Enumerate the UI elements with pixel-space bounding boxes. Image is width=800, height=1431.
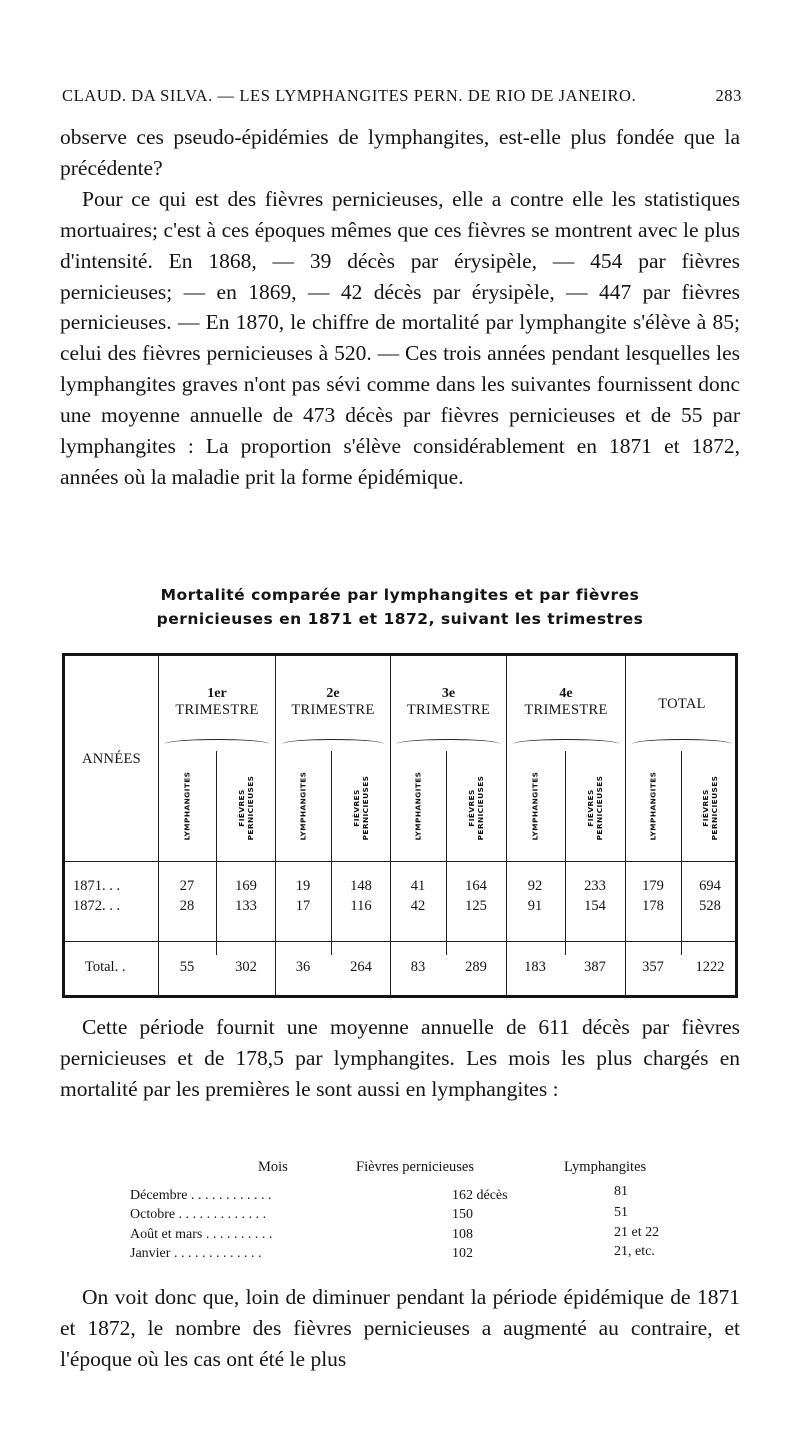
group-header-2: 2e TRIMESTRE: [291, 686, 375, 718]
row-1872-cell: 528: [699, 898, 721, 914]
group-header-1: 1er TRIMESTRE: [175, 686, 259, 718]
table-rule: [446, 751, 447, 955]
page-number: 283: [715, 86, 742, 105]
paragraph-continuation: observe ces pseudo-épidémies de lymphangites, est-elle plus fondée que la précédente?: [60, 125, 740, 180]
row-1872-cell: 116: [350, 898, 372, 914]
row-1872-cell: 178: [642, 898, 664, 914]
row-1871-cell: 179: [642, 878, 664, 894]
subheader-lymphangites: LYMPHANGITES: [298, 771, 308, 841]
row-total-cell: 183: [524, 959, 546, 975]
month-fievres: 162 décès: [452, 1188, 508, 1203]
row-total-cell: 83: [410, 959, 426, 975]
month-fievres: 108: [452, 1227, 473, 1242]
table-rule: [331, 751, 332, 955]
row-label-total: Total. .: [85, 959, 126, 975]
subheader-fievres-pernicieuses: FIÈVRES PERNICIEUSES: [586, 775, 604, 841]
row-1871-cell: 148: [350, 878, 372, 894]
row-1872-cell: 125: [465, 898, 487, 914]
row-total-cell: 36: [295, 959, 311, 975]
row-1872-cell: 28: [179, 898, 195, 914]
header-brace: [397, 739, 500, 744]
row-1871-cell: 233: [584, 878, 606, 894]
months-col-mois: Mois: [258, 1159, 288, 1175]
row-label-1872: 1872. . .: [73, 898, 121, 914]
subheader-fievres-pernicieuses: FIÈVRES PERNICIEUSES: [467, 775, 485, 841]
header-brace: [632, 739, 732, 744]
row-1871-cell: 169: [235, 878, 257, 894]
row-total-cell: 55: [179, 959, 195, 975]
row-total-cell: 387: [584, 959, 606, 975]
running-head: [62, 86, 742, 106]
subheader-lymphangites: LYMPHANGITES: [182, 771, 192, 841]
table-rule: [216, 751, 217, 955]
running-title: CLAUD. DA SILVA. — LES LYMPHANGITES PERN. DE RIO DE JANEIRO.: [62, 86, 637, 105]
table-rule: [65, 941, 735, 942]
row-1872-cell: 154: [584, 898, 606, 914]
month-fievres: 150: [452, 1207, 473, 1222]
row-1872-cell: 91: [527, 898, 543, 914]
row-total-cell: 357: [642, 959, 664, 975]
header-brace: [282, 739, 384, 744]
month-fievres: 102: [452, 1246, 473, 1261]
row-label-1871: 1871. . .: [73, 878, 121, 894]
row-total-cell: 1222: [695, 959, 725, 975]
paragraph-moyenne: Cette période fournit une moyenne annuelle de 611 décès par fièvres pernicieuses et de 178,5 par lymphangites. Les mois les plus chargés en mortalité par les premières le sont aussi en lymphangites :: [60, 1015, 740, 1101]
row-1871-cell: 694: [699, 878, 721, 894]
subheader-fievres-pernicieuses: FIÈVRES PERNICIEUSES: [352, 775, 370, 841]
table-caption-line-2: pernicieuses en 1871 et 1872, suivant les trimestres: [156, 610, 644, 628]
subheader-lymphangites: LYMPHANGITES: [530, 771, 540, 841]
row-1871-cell: 19: [295, 878, 311, 894]
row-1871-cell: 27: [179, 878, 195, 894]
group-header-total: TOTAL: [658, 696, 706, 712]
subheader-fievres-pernicieuses: FIÈVRES PERNICIEUSES: [237, 775, 255, 841]
months-col-fievres: Fièvres pernicieuses: [356, 1159, 474, 1175]
table-rule: [65, 861, 735, 862]
month-lymph: 21, etc.: [614, 1244, 655, 1259]
row-1872-cell: 133: [235, 898, 257, 914]
group-header-4: 4e TRIMESTRE: [524, 686, 608, 718]
row-total-cell: 302: [235, 959, 257, 975]
month-lymph: 81: [614, 1184, 628, 1199]
row-total-cell: 264: [350, 959, 372, 975]
body-text-top: [60, 122, 740, 493]
header-brace: [513, 739, 619, 744]
subheader-lymphangites: LYMPHANGITES: [413, 771, 423, 841]
months-col-lymph: Lymphangites: [564, 1159, 647, 1175]
month-row-octobre: Octobre . . . . . . . . . . . . .: [130, 1207, 267, 1222]
years-label: ANNÉES: [82, 751, 141, 767]
table-caption: [62, 583, 738, 631]
mortality-table: [62, 653, 738, 998]
group-header-3: 3e TRIMESTRE: [406, 686, 491, 718]
paragraph-fievres: Pour ce qui est des fièvres pernicieuses, elle a contre elle les statistiques mortuaires; c'est à ces époques mêmes que ces fièvres se montrent avec le plus d'intensité. En 1868, — 39 décès par érysipèle, — 454 par fièvres pernicieuses; — en 1869, — 42 décès par érysipèle, — 447 par fièvres pernicieuses. — En 1870, le chiffre de mortalité par lymphangite s'élève à 85; celui des fièvres pernicieuses à 520. — Ces trois années pendant lesquelles les lymphangites graves n'ont pas sévi comme dans les suivantes fournissent donc une moyenne annuelle de 473 décès par fièvres pernicieuses et de 55 par lymphangites : La proportion s'élève considérablement en 1871 et 1872, années où la maladie prit la forme épidémique.: [60, 186, 740, 489]
table-rule: [681, 751, 682, 955]
month-row-decembre: Décembre . . . . . . . . . . . .: [130, 1188, 272, 1203]
row-1871-cell: 164: [465, 878, 487, 894]
subheader-lymphangites: LYMPHANGITES: [648, 771, 658, 841]
row-1872-cell: 42: [410, 898, 426, 914]
table-rule: [565, 751, 566, 955]
subheader-fievres-pernicieuses: FIÈVRES PERNICIEUSES: [701, 775, 719, 841]
header-brace: [165, 739, 269, 744]
month-lymph: 51: [614, 1205, 628, 1220]
month-row-janvier: Janvier . . . . . . . . . . . . .: [130, 1246, 262, 1261]
paragraph-conclusion: On voit donc que, loin de diminuer pendant la période épidémique de 1871 et 1872, le nombre des fièvres pernicieuses a augmenté au contraire, et l'époque où les cas ont été le plus: [60, 1285, 740, 1371]
month-lymph: 21 et 22: [614, 1225, 660, 1240]
row-1872-cell: 17: [295, 898, 311, 914]
month-row-aout-mars: Août et mars . . . . . . . . . .: [130, 1227, 273, 1242]
row-1871-cell: 41: [410, 878, 426, 894]
row-1871-cell: 92: [527, 878, 543, 894]
row-total-cell: 289: [465, 959, 487, 975]
table-caption-line-1: Mortalité comparée par lymphangites et par fièvres: [160, 586, 640, 604]
